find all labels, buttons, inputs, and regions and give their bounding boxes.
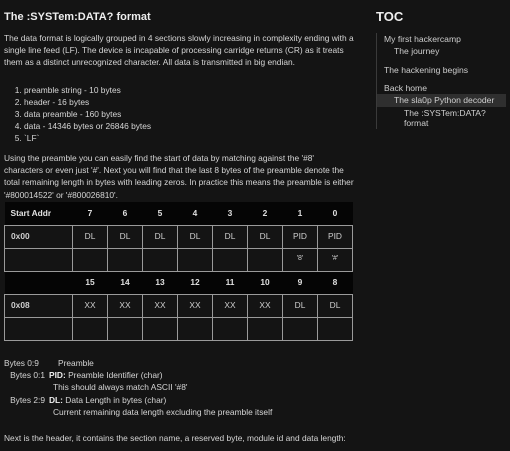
byte-value-cell — [178, 248, 213, 271]
table-row — [5, 225, 353, 248]
byte-cell: DL — [283, 294, 318, 317]
toc-item-python-decoder[interactable]: The sla0p Python decoder — [377, 94, 506, 106]
byte-cell: DL — [143, 225, 178, 248]
byte-index: 7 — [73, 202, 108, 225]
byte-cell: DL — [213, 225, 248, 248]
table-header-row — [5, 202, 353, 225]
byte-cell: XX — [143, 294, 178, 317]
field-name: PID: — [49, 370, 66, 381]
row-address: 0x08 — [5, 294, 73, 317]
field-value: Preamble Identifier (char) — [65, 370, 163, 381]
field-name: DL: — [49, 394, 63, 405]
field-key: Bytes 2:9 — [10, 394, 45, 405]
byte-value-cell — [178, 317, 213, 340]
sections-list — [4, 85, 151, 145]
start-addr-header: Start Addr — [5, 202, 73, 225]
field-row — [4, 357, 272, 369]
byte-index: 9 — [283, 271, 318, 294]
byte-index: 0 — [318, 202, 353, 225]
byte-index: 8 — [318, 271, 353, 294]
byte-cell: XX — [108, 294, 143, 317]
toc-item-first-hackercamp[interactable]: My first hackercamp — [384, 34, 461, 44]
table-header-row — [5, 271, 353, 294]
byte-cell: XX — [178, 294, 213, 317]
byte-index: 12 — [178, 271, 213, 294]
byte-value-cell — [143, 248, 178, 271]
row-address: 0x00 — [5, 225, 73, 248]
byte-value-cell — [73, 248, 108, 271]
list-item: 4. data - 14346 bytes or 26846 bytes — [24, 121, 151, 133]
byte-table — [4, 202, 353, 341]
byte-index: 11 — [213, 271, 248, 294]
byte-index: 10 — [248, 271, 283, 294]
byte-value-cell — [248, 248, 283, 271]
byte-value-cell — [213, 317, 248, 340]
byte-index: 1 — [283, 202, 318, 225]
byte-cell: XX — [248, 294, 283, 317]
row-address — [5, 248, 73, 271]
byte-cell: PID — [283, 225, 318, 248]
start-addr-header — [5, 271, 73, 294]
byte-cell: DL — [318, 294, 353, 317]
byte-index: 5 — [143, 202, 178, 225]
byte-cell: PID — [318, 225, 353, 248]
list-item: 5. `LF` — [24, 133, 151, 145]
byte-index: 6 — [108, 202, 143, 225]
toc-item-the-journey[interactable]: The journey — [394, 46, 440, 57]
toc-sidebar — [376, 0, 510, 451]
byte-value-cell — [143, 317, 178, 340]
byte-index: 13 — [143, 271, 178, 294]
list-item: 3. data preamble - 160 bytes — [24, 109, 151, 121]
byte-cell: XX — [213, 294, 248, 317]
preamble-paragraph: Using the preamble you can easily find the start of data by matching against the '#8' characters or even just '#'. Next you will find that the last 8 bytes of the preamble denote the total remaining length in bytes with leading zeros. In practice this means the preamble is either '#800014522' or '#800026810'. — [4, 153, 354, 200]
byte-cell: DL — [108, 225, 143, 248]
byte-value-cell: '8' — [283, 248, 318, 271]
table-row — [5, 248, 353, 271]
byte-value-cell — [108, 317, 143, 340]
field-value: Data Length in bytes (char) — [62, 394, 167, 405]
toc-item-system-data-format[interactable]: The :SYSTem:DATA? format — [404, 107, 486, 128]
list-item: 2. header - 16 bytes — [24, 97, 151, 109]
page-title: The :SYSTem:DATA? format — [4, 11, 151, 23]
toc-item-back-home[interactable]: Back home — [384, 82, 427, 93]
table-row — [5, 317, 353, 340]
byte-index: 2 — [248, 202, 283, 225]
byte-cell: DL — [178, 225, 213, 248]
byte-value-cell — [73, 317, 108, 340]
field-description: This should always match ASCII '#8' — [53, 382, 188, 393]
list-item: 1. preamble string - 10 bytes — [24, 85, 151, 97]
byte-cell: DL — [248, 225, 283, 248]
field-key: Bytes 0:9 — [4, 358, 39, 368]
toc-title: TOC — [376, 9, 404, 24]
field-row — [4, 394, 272, 406]
table-row — [5, 294, 353, 317]
byte-value-cell — [283, 317, 318, 340]
field-definitions — [4, 357, 272, 418]
field-value: Preamble — [58, 358, 94, 368]
byte-index: 14 — [108, 271, 143, 294]
byte-value-cell — [213, 248, 248, 271]
byte-cell: XX — [73, 294, 108, 317]
field-row — [4, 369, 272, 381]
byte-index: 3 — [213, 202, 248, 225]
byte-value-cell — [318, 317, 353, 340]
field-key: Bytes 0:1 — [10, 370, 45, 381]
byte-value-cell: '#' — [318, 248, 353, 271]
toc-list — [376, 33, 506, 129]
header-paragraph: Next is the header, it contains the section name, a reserved byte, module id and data length: — [4, 433, 346, 443]
toc-item-hackening-begins[interactable]: The hackening begins — [384, 64, 469, 75]
row-address — [5, 317, 73, 340]
article — [4, 0, 356, 451]
byte-value-cell — [108, 248, 143, 271]
byte-index: 15 — [73, 271, 108, 294]
byte-cell: DL — [73, 225, 108, 248]
field-description: Current remaining data length excluding the preamble itself — [53, 406, 273, 417]
byte-value-cell — [248, 317, 283, 340]
intro-paragraph: The data format is logically grouped in 4 sections slowly increasing in complexity ending with a single line feed (LF). The device is incapable of processing carridge returns (CR) as it treats them as a distinct unrecognized character. All data is transmitted in big endian. — [4, 33, 354, 68]
byte-index: 4 — [178, 202, 213, 225]
